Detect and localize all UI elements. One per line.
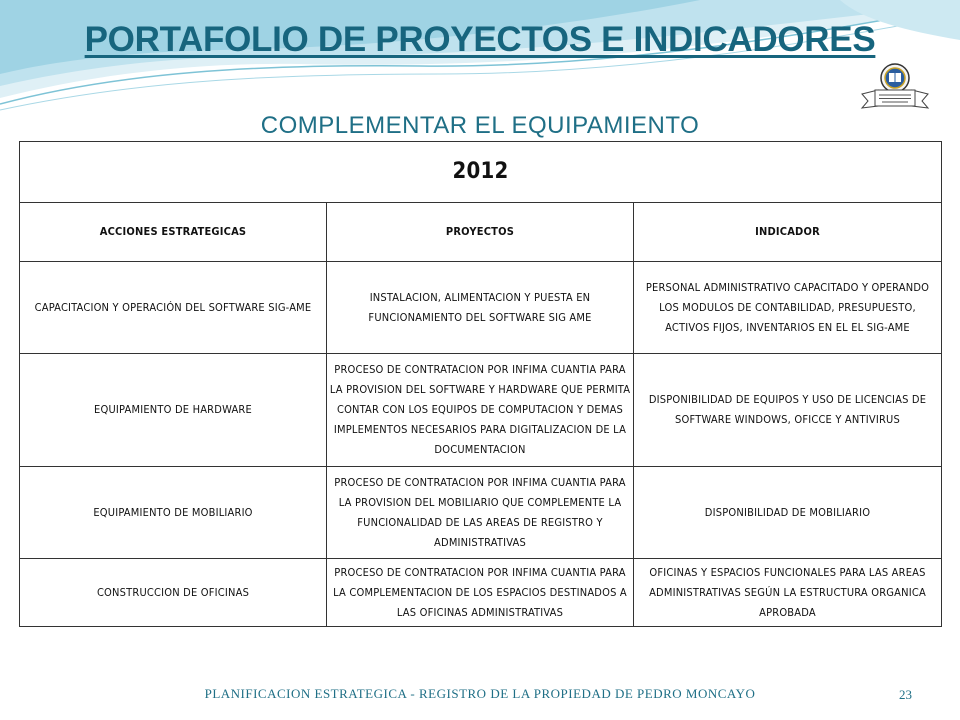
header-row (20, 203, 942, 262)
accion-cell: CONSTRUCCION DE OFICINAS (20, 559, 327, 627)
table-row (20, 354, 942, 467)
indicador-cell: DISPONIBILIDAD DE MOBILIARIO (634, 467, 942, 559)
seal-icon (858, 60, 932, 112)
table-row (20, 559, 942, 627)
proyecto-cell: INSTALACION, ALIMENTACION Y PUESTA EN FUNCIONAMIENTO DEL SOFTWARE SIG AME (327, 262, 634, 354)
proyecto-cell: PROCESO DE CONTRATACION POR INFIMA CUANTIA PARA LA COMPLEMENTACION DE LOS ESPACIOS DESTINADOS A LAS OFICINAS ADMINISTRATIVAS (327, 559, 634, 627)
header-acciones: ACCIONES ESTRATEGICAS (20, 203, 327, 262)
table-row (20, 467, 942, 559)
accion-cell: CAPACITACION Y OPERACIÓN DEL SOFTWARE SIG-AME (20, 262, 327, 354)
indicador-cell: DISPONIBILIDAD DE EQUIPOS Y USO DE LICENCIAS DE SOFTWARE WINDOWS, OFICCE Y ANTIVIRUS (634, 354, 942, 467)
page-number: 23 (899, 687, 912, 702)
header-proyectos: PROYECTOS (327, 203, 634, 262)
portfolio-table (19, 141, 942, 627)
footer-text: PLANIFICACION ESTRATEGICA - REGISTRO DE LA PROPIEDAD DE PEDRO MONCAYO (204, 686, 756, 701)
proyecto-cell: PROCESO DE CONTRATACION POR INFIMA CUANTIA PARA LA PROVISION DEL MOBILIARIO QUE COMPLEMENTE LA FUNCIONALIDAD DE LAS AREAS DE REGISTRO Y ADMINISTRATIVAS (327, 467, 634, 559)
section-subtitle: COMPLEMENTAR EL EQUIPAMIENTO (260, 112, 700, 139)
year-row (20, 142, 942, 203)
header-indicador: INDICADOR (634, 203, 942, 262)
accion-cell: EQUIPAMIENTO DE HARDWARE (20, 354, 327, 467)
indicador-cell: OFICINAS Y ESPACIOS FUNCIONALES PARA LAS AREAS ADMINISTRATIVAS SEGÚN LA ESTRUCTURA ORGANICA APROBADA (634, 559, 942, 627)
year-cell: 2012 (20, 142, 942, 203)
accion-cell: EQUIPAMIENTO DE MOBILIARIO (20, 467, 327, 559)
indicador-cell: PERSONAL ADMINISTRATIVO CAPACITADO Y OPERANDO LOS MODULOS DE CONTABILIDAD, PRESUPUESTO, ACTIVOS FIJOS, INVENTARIOS EN EL EL SIG-AME (634, 262, 942, 354)
table-row (20, 262, 942, 354)
proyecto-cell: PROCESO DE CONTRATACION POR INFIMA CUANTIA PARA LA PROVISION DEL SOFTWARE Y HARDWARE QUE PERMITA CONTAR CON LOS EQUIPOS DE COMPUTACION Y DEMAS IMPLEMENTOS NECESARIOS PARA DIGITALIZACION DE LA DOCUMENTACION (327, 354, 634, 467)
page-title: PORTAFOLIO DE PROYECTOS E INDICADORES (84, 20, 876, 59)
